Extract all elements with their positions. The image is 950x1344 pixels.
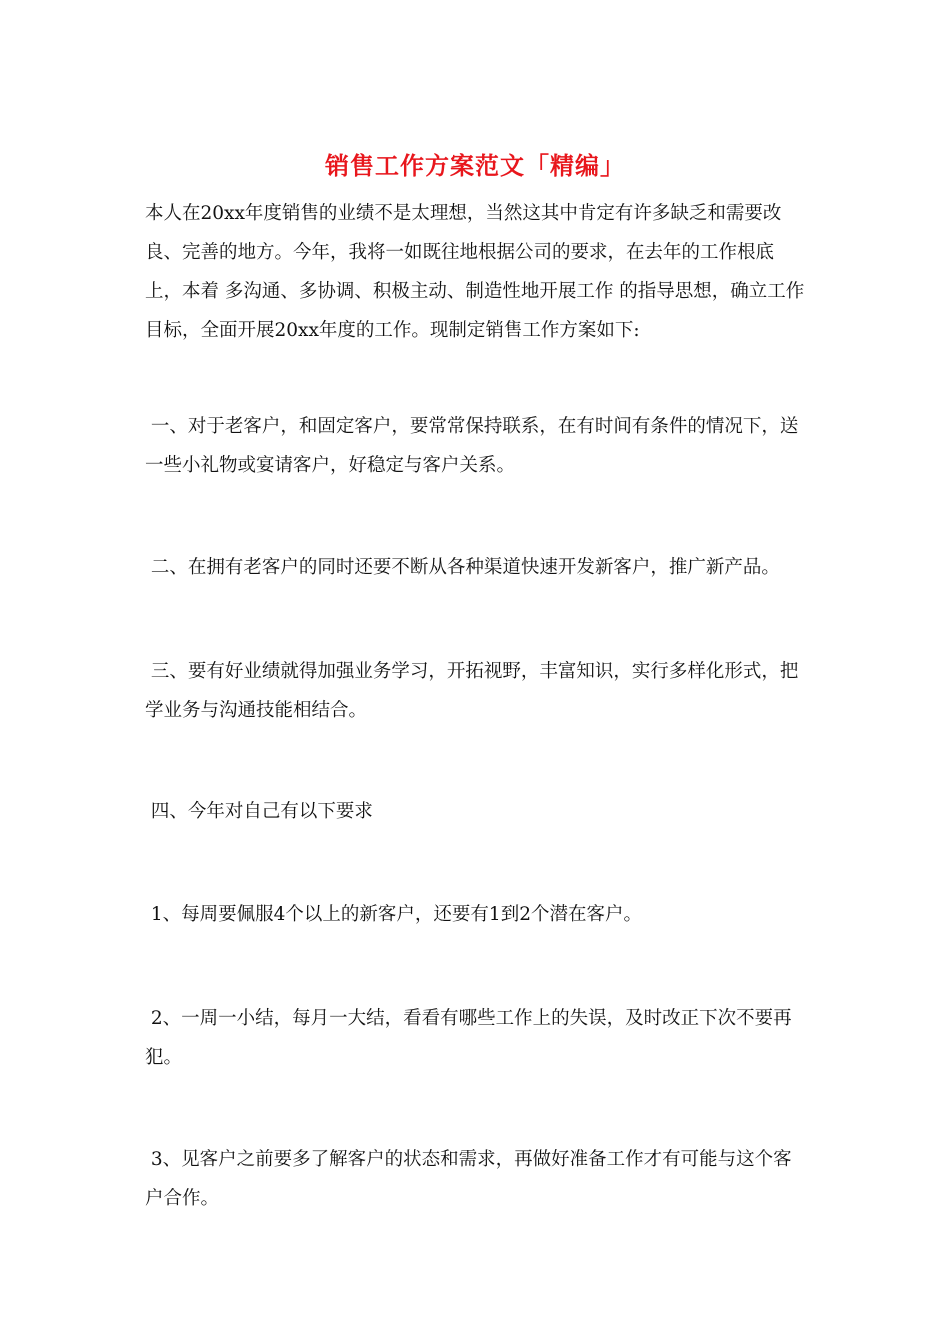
section-one-paragraph: 一、对于老客户，和固定客户，要常常保持联系，在有时间有条件的情况下，送一些小礼物或宴请客户，好稳定与客户关系。 bbox=[145, 416, 799, 476]
section-four-heading: 四、今年对自己有以下要求 bbox=[145, 801, 373, 822]
section-three-paragraph: 三、要有好业绩就得加强业务学习，开拓视野，丰富知识，实行多样化形式，把学业务与沟通技能相结合。 bbox=[145, 661, 799, 721]
requirement-one-paragraph: 1、每周要佩服4个以上的新客户，还要有1到2个潜在客户。 bbox=[145, 904, 642, 925]
intro-paragraph: 本人在20xx年度销售的业绩不是太理想，当然这其中肯定有许多缺乏和需要改良、完善的地方。今年，我将一如既往地根据公司的要求，在去年的工作根底上，本着 多沟通、多协调、积极主动、制造性地开展工作 的指导思想，确立工作目标，全面开展20xx年度的工作。现制定销售工作方案如下: bbox=[145, 203, 805, 341]
requirement-three-paragraph: 3、见客户之前要多了解客户的状态和需求，再做好准备工作才有可能与这个客户合作。 bbox=[145, 1149, 792, 1209]
requirement-two-paragraph: 2、一周一小结，每月一大结，看看有哪些工作上的失误，及时改正下次不要再犯。 bbox=[145, 1008, 792, 1068]
section-two-paragraph: 二、在拥有老客户的同时还要不断从各种渠道快速开发新客户，推广新产品。 bbox=[145, 557, 780, 578]
document-title: 销售工作方案范文「精编」 bbox=[325, 151, 625, 180]
